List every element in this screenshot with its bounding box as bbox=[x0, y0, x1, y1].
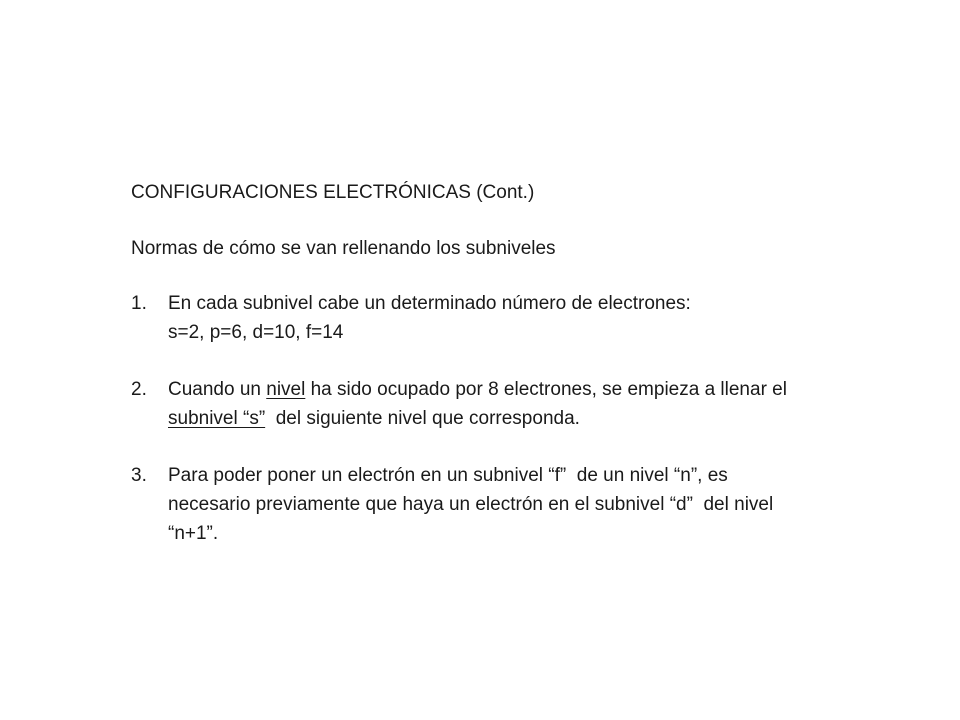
rule-3-line-1: Para poder poner un electrón en un subnivel “f” de un nivel “n”, es bbox=[168, 465, 728, 486]
slide-title: CONFIGURACIONES ELECTRÓNICAS (Cont.) bbox=[131, 182, 535, 203]
rule-2-line-1 bbox=[168, 375, 891, 404]
rule-2-text: Cuando un bbox=[168, 379, 267, 400]
rule-2-text: del siguiente nivel que corresponda. bbox=[265, 408, 580, 429]
rule-number: 3. bbox=[131, 465, 147, 486]
rule-2-text: ha sido ocupado por 8 electrones, se empieza a llenar el bbox=[305, 379, 787, 400]
rule-3-line-2: necesario previamente que haya un electrón en el subnivel “d” del nivel bbox=[168, 494, 774, 515]
rule-number: 1. bbox=[131, 293, 147, 314]
rule-2-line-2 bbox=[168, 404, 891, 433]
intro-text: Normas de cómo se van rellenando los subniveles bbox=[131, 238, 556, 259]
rules-list bbox=[131, 289, 891, 548]
rule-item-3 bbox=[131, 461, 891, 548]
rule-1-line-2: s=2, p=6, d=10, f=14 bbox=[168, 322, 344, 343]
underlined-term-nivel: nivel bbox=[266, 379, 306, 400]
rule-3-line-3: “n+1”. bbox=[168, 523, 219, 544]
rule-1-line-1: En cada subnivel cabe un determinado número de electrones: bbox=[168, 293, 691, 314]
slide-content bbox=[131, 178, 891, 576]
underlined-term-subnivel-s: subnivel “s” bbox=[168, 408, 266, 429]
rule-item-2 bbox=[131, 375, 891, 433]
rule-number: 2. bbox=[131, 379, 147, 400]
rule-item-1 bbox=[131, 289, 891, 347]
